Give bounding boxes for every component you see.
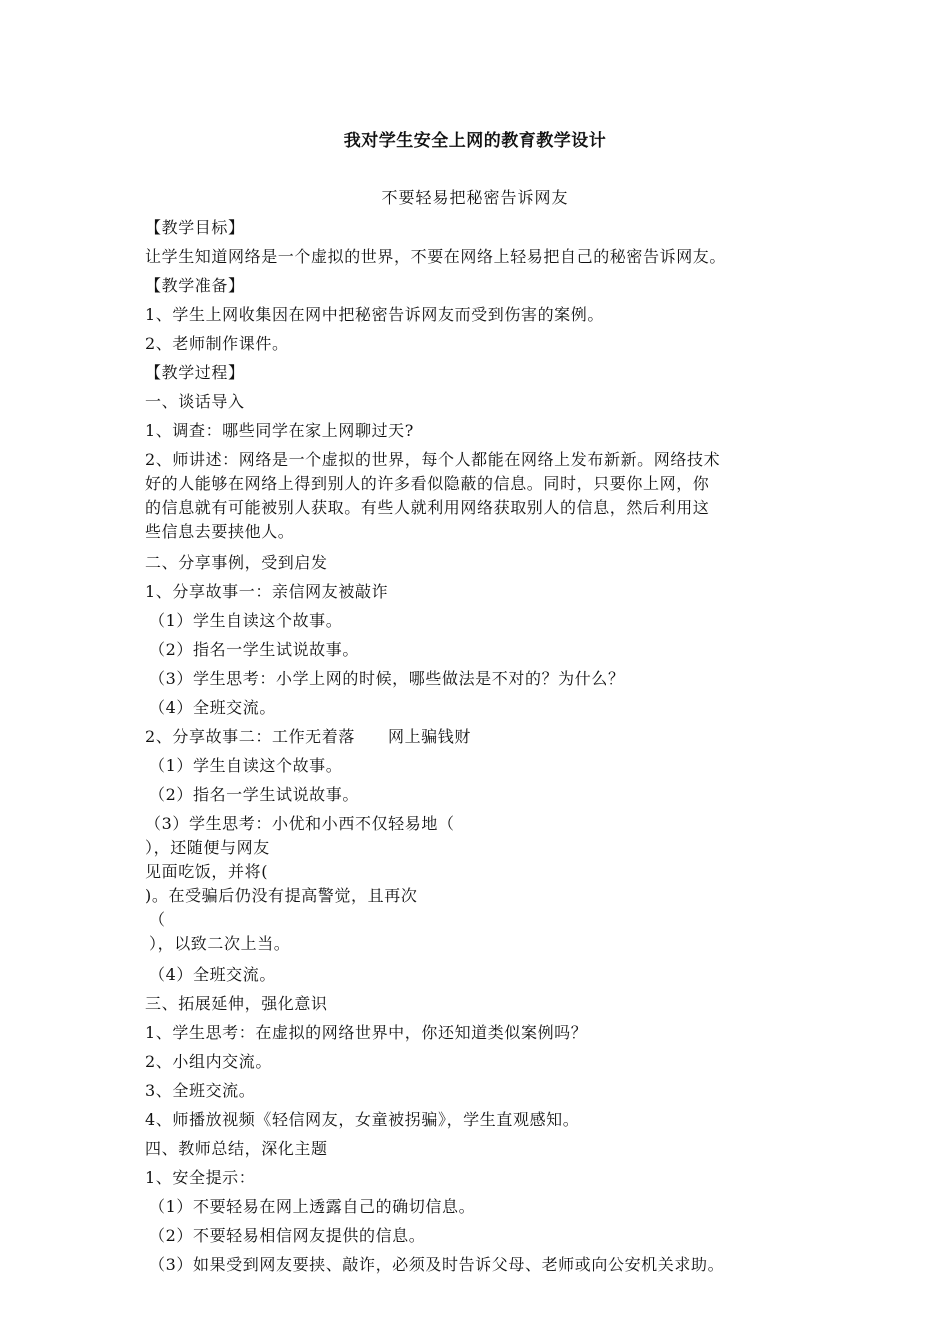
step-item: 1、调查：哪些同学在家上网聊过天? xyxy=(145,421,414,440)
story-step: （1）学生自读这个故事。 xyxy=(149,611,343,630)
step-heading: 二、分享事例，受到启发 xyxy=(145,553,328,572)
paragraph-line: 的信息就有可能被别人获取。有些人就利用网络获取别人的信息，然后利用这 xyxy=(145,498,710,517)
step-heading: 三、拓展延伸，强化意识 xyxy=(145,994,328,1013)
step-item: 3、全班交流。 xyxy=(145,1081,256,1100)
safety-tip: （1）不要轻易在网上透露自己的确切信息。 xyxy=(149,1197,476,1216)
paragraph-line xyxy=(145,860,815,908)
document-title: 我对学生安全上网的教育教学设计 xyxy=(343,131,607,151)
paragraph-line: 好的人能够在网络上得到别人的许多看似隐蔽的信息。同时，只要你上网，你 xyxy=(145,474,710,493)
section-heading-preparation: 【教学准备】 xyxy=(145,276,245,295)
text-fragment: ），以致二次上当。 xyxy=(149,934,291,953)
story-heading-part: 网上骗钱财 xyxy=(387,727,471,746)
story-step: （4）全班交流。 xyxy=(149,698,276,717)
story-step: （2）指名一学生试说故事。 xyxy=(149,785,359,804)
step-item: 1、安全提示： xyxy=(145,1168,256,1187)
paragraph-line: 些信息去要挟他人。 xyxy=(145,522,295,541)
text-fragment: 见面吃饭，并将( xyxy=(145,862,269,881)
step-item: 1、学生思考：在虚拟的网络世界中，你还知道类似案例吗？ xyxy=(145,1023,588,1042)
story-step: （2）指名一学生试说故事。 xyxy=(149,640,359,659)
section-heading-objectives: 【教学目标】 xyxy=(145,218,245,237)
step-item: 2、小组内交流。 xyxy=(145,1052,272,1071)
story-step: （3）学生思考：小学上网的时候，哪些做法是不对的？为什么？ xyxy=(149,669,625,688)
text-fragment: （ xyxy=(149,910,166,929)
paragraph-line xyxy=(145,908,815,956)
section-heading-process: 【教学过程】 xyxy=(145,363,245,382)
safety-tip: （2）不要轻易相信网友提供的信息。 xyxy=(149,1226,426,1245)
teacher-narration-paragraph xyxy=(145,448,815,544)
paragraph-line xyxy=(145,812,815,860)
paragraph-line: 2、师讲述：网络是一个虚拟的世界，每个人都能在网络上发布新新。网络技术 xyxy=(145,450,721,469)
document-body xyxy=(145,213,815,1279)
text-fragment: )。在受骗后仍没有提高警觉，且再次 xyxy=(145,886,418,905)
document-subtitle: 不要轻易把秘密告诉网友 xyxy=(381,188,569,207)
story-heading xyxy=(145,722,815,751)
safety-tip: （3）如果受到网友要挟、敲诈，必须及时告诉父母、老师或向公安机关求助。 xyxy=(149,1255,725,1274)
step-item: 4、师播放视频《轻信网友，女童被拐骗》，学生直观感知。 xyxy=(145,1110,580,1129)
step-heading: 四、教师总结，深化主题 xyxy=(145,1139,328,1158)
text-fragment: ），还随便与网友 xyxy=(145,838,270,857)
step-heading: 一、谈话导入 xyxy=(145,392,245,411)
objective-text: 让学生知道网络是一个虚拟的世界，不要在网络上轻易把自己的秘密告诉网友。 xyxy=(145,247,727,266)
preparation-item: 2、老师制作课件。 xyxy=(145,334,289,353)
story-heading-part: 2、分享故事二：工作无着落 xyxy=(145,727,355,746)
story-heading: 1、分享故事一：亲信网友被敲诈 xyxy=(145,582,389,601)
story-step: （1）学生自读这个故事。 xyxy=(149,756,343,775)
preparation-item: 1、学生上网收集因在网中把秘密告诉网友而受到伤害的案例。 xyxy=(145,305,604,324)
story-step: （4）全班交流。 xyxy=(149,965,276,984)
fill-in-blank-paragraph xyxy=(145,812,815,956)
text-fragment: （3）学生思考：小优和小西不仅轻易地（ xyxy=(145,814,455,833)
